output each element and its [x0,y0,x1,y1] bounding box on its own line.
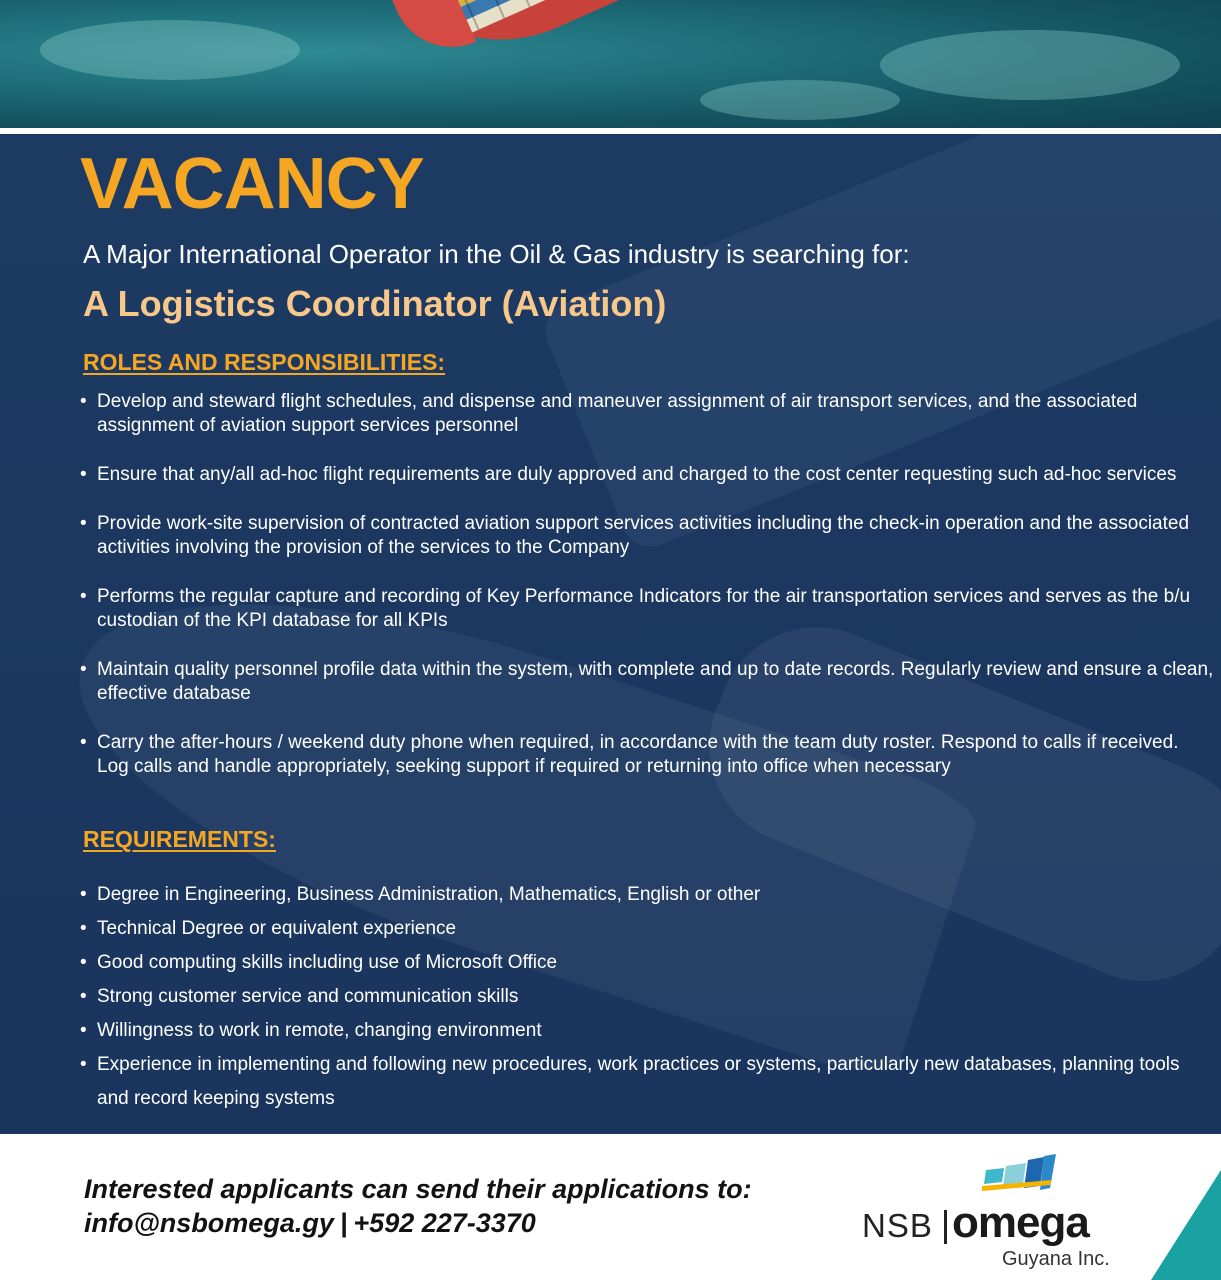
roles-heading: ROLES AND RESPONSIBILITIES: [83,349,446,375]
logo-nsb-text: NSB [862,1207,933,1244]
contact-separator: | [339,1208,348,1238]
position-title: A Logistics Coordinator (Aviation) [83,283,667,324]
email-link[interactable]: info@nsbomega.gy [84,1208,334,1238]
bullet-icon: • [80,986,87,1007]
bullet-icon: • [80,1020,87,1041]
list-item: • Performs the regular capture and recording of Key Performance Indicators for the air transportation services and serves as the b/u custodian of the KPI database for all KPIs [80,586,1191,631]
teal-corner-accent [1151,1170,1221,1280]
requirements-heading: REQUIREMENTS: [83,826,276,852]
bullet-icon: • [80,513,87,534]
list-item: • Technical Degree or equivalent experience [80,912,1200,946]
bullet-icon: • [80,391,87,412]
list-item: • Develop and steward flight schedules, and dispense and maneuver assignment of air transport services, and the associated assignment of aviation support services personnel [80,391,1138,436]
bullet-icon: • [80,659,87,680]
logo-divider [944,1210,947,1244]
bullet-icon: • [80,464,87,485]
logo-subtitle: Guyana Inc. [1002,1248,1110,1270]
requirements-list [80,878,1200,1116]
bullet-icon: • [80,732,87,753]
bullet-icon: • [80,586,87,607]
phone-number[interactable]: +592 227-3370 [353,1208,536,1238]
apply-instructions: Interested applicants can send their applications to: [84,1174,752,1204]
list-item: • Carry the after-hours / weekend duty phone when required, in accordance with the team duty roster. Respond to calls if received. Log calls and handle appropriately, seeking support if required or returning into office when necessary [80,732,1179,777]
nsb-omega-logo [862,1152,1142,1272]
roles-list [80,390,1215,804]
list-item: • Willingness to work in remote, changing environment [80,1014,1200,1048]
cargo-ship-photo [0,0,1221,128]
vacancy-title: VACANCY [80,144,424,224]
list-item: • Strong customer service and communication skills [80,980,1200,1014]
logo-omega-text: omega [952,1198,1089,1247]
list-item: • Maintain quality personnel profile data within the system, with complete and up to date records. Regularly review and ensure a clean, effective database [80,659,1214,704]
content-panel [0,134,1221,1134]
list-item: • Ensure that any/all ad-hoc flight requirements are duly approved and charged to the cost center requesting such ad-hoc services [80,464,1177,485]
list-item: • Degree in Engineering, Business Administration, Mathematics, English or other [80,878,1200,912]
list-item: • Good computing skills including use of Microsoft Office [80,946,1200,980]
contact-line [84,1206,536,1240]
footer [0,1134,1221,1280]
intro-text: A Major International Operator in the Oil & Gas industry is searching for: [83,239,910,269]
list-item: • Experience in implementing and following new procedures, work practices or systems, particularly new databases, planning tools and record keeping systems [80,1048,1200,1116]
bullet-icon: • [80,952,87,973]
logo-bars-icon [982,1152,1062,1196]
bullet-icon: • [80,884,87,905]
bullet-icon: • [80,918,87,939]
bullet-icon: • [80,1054,87,1075]
list-item: • Provide work-site supervision of contracted aviation support services activities including the check-in operation and the associated activities involving the provision of the services to the Company [80,513,1190,558]
